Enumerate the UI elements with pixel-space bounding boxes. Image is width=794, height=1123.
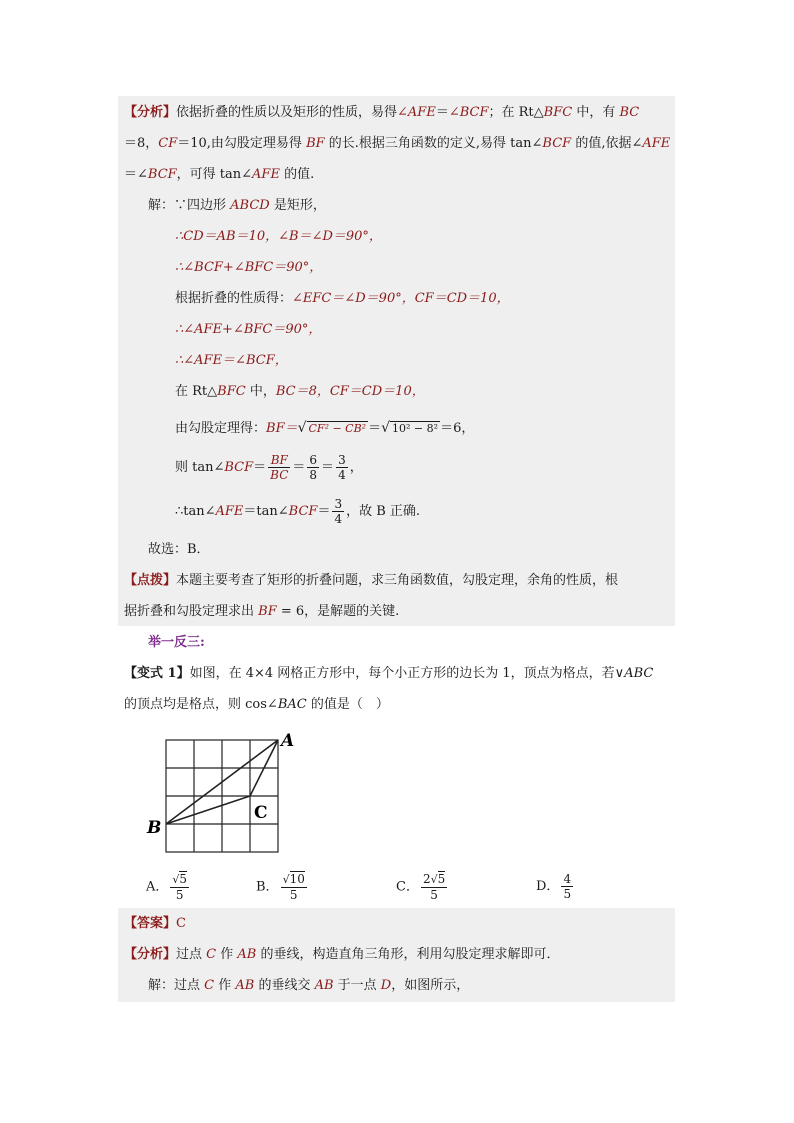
grid-figure [144,726,304,866]
analysis-line-1: 【分析】依据折叠的性质以及矩形的性质，易得∠AFE＝∠BCF；在 Rt△BFC 中，有 BC [124,105,640,120]
solution-line-5: ∴∠AFE+∠BFC＝90°， [175,322,322,337]
label-c: C [254,803,268,823]
answer-label: 【答案】 [124,916,177,931]
option-d[interactable]: D． $\frac{4}{5}$ [536,872,572,901]
analysis-line-3: ＝∠BCF，可得 tan∠AFE 的值. [124,167,315,182]
analysis-line-2: ＝8，CF＝10,由勾股定理易得 BF 的长.根据三角函数的定义,易得 tan∠BCF 的值,依据∠AFE [124,136,671,151]
fraction-3-4-final: $\frac{3}{4}$ [334,497,343,526]
label-b: B [147,818,162,838]
option-b[interactable]: B． $\frac{√10}{5}$ [256,872,305,902]
variant-line-1: 【变式 1】如图，在 4×4 网格正方形中，每个小正方形的边长为 1，顶点为格点，若∨ABC [124,666,654,681]
fraction-6-8: $\frac{6}{8}$ [309,453,318,482]
solution-line-9: 则 tan∠BCF＝ $\frac{BF}{BC}$ ＝ $\frac{6}{8}$ ＝ $\frac{3}{4}$ ， [175,453,363,482]
comment-line-2: 据折叠和勾股定理求出 BF = 6，是解题的关键. [124,604,400,619]
solution2-line: 解：过点 C 作 AB 的垂线交 AB 于一点 D，如图所示， [148,978,470,993]
variant-line-2: 的顶点均是格点，则 cos∠BAC 的值是（ ） [124,697,389,712]
solution-line-3: ∴∠BCF+∠BFC＝90°， [175,260,323,275]
option-c[interactable]: C． $\frac{2√5}{5}$ [396,872,446,902]
comment-label: 【点拨】 [124,573,177,588]
solution-line-7: 在 Rt△BFC 中，BC＝8，CF＝CD＝10， [175,384,425,399]
variant-label: 【变式 1】 [124,666,190,681]
answer-value: C [176,916,186,931]
solution-line-6: ∴∠AFE＝∠BCF， [175,353,288,368]
solution-choice: 故选：B． [148,542,210,557]
solution-line-2: ∴CD＝AB＝10，∠B＝∠D＝90°， [175,229,382,244]
comment-line-1: 【点拨】本题主要考查了矩形的折叠问题，求三角函数值，勾股定理，余角的性质，根 [124,573,619,588]
analysis2-label: 【分析】 [124,947,177,962]
label-a: A [281,731,295,751]
solution-line-4: 根据折叠的性质得：∠EFC＝∠D＝90°，CF＝CD＝10， [175,291,510,306]
option-a[interactable]: A． $\frac{√5}{5}$ [146,872,188,902]
analysis-label: 【分析】 [124,105,177,120]
section-title: 举一反三: [148,635,205,650]
solution-line-1: 解：∵四边形 ABCD 是矩形， [148,198,326,213]
fraction-3-4: $\frac{3}{4}$ [338,453,346,482]
answer-line [124,914,186,934]
solution-line-10: ∴tan∠AFE＝tan∠BCF＝ $\frac{3}{4}$ ，故 B 正确. [175,497,421,526]
fraction-bf-bc: $\frac{BF}{BC}$ [270,453,289,482]
solution-line-8: 由勾股定理得：BF＝√ CF² − CB² ＝√ 10² − 8² ＝6， [175,420,475,436]
analysis2-line: 【分析】过点 C 作 AB 的垂线，构造直角三角形，利用勾股定理求解即可． [124,947,560,962]
